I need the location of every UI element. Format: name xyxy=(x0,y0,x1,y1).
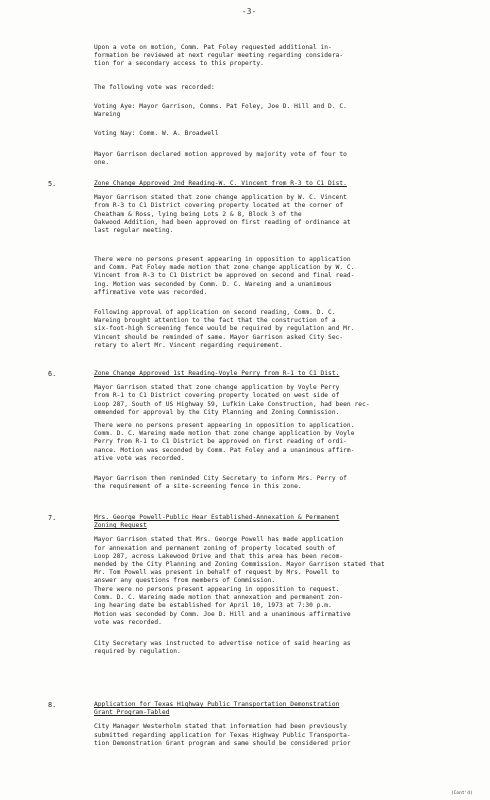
text-line: Following approval of application on second reading, Comm. D. C. xyxy=(94,309,336,316)
text-line: Wareing xyxy=(94,111,121,119)
text-line: There were no persons present appearing in opposition to request. xyxy=(94,586,340,593)
text-line: affirmative vote was recorded. xyxy=(94,288,208,296)
text-line: Mayor Garrison stated that zone change application by Voyle Perry xyxy=(94,384,340,392)
text-line: Comm. D. C. Wareing made motion that zone change application by Voyle xyxy=(94,430,355,438)
text-line: for annexation and permanent zoning of property located south of xyxy=(94,544,336,552)
text-line: Comm. D. C. Wareing made motion that annexation and permanent zon- xyxy=(94,594,344,602)
text-line: Mayor Garrison declared motion approved by majority vote of four to xyxy=(94,151,347,158)
text-line: Vincent should be reminded of same. Mayor Garrison asked City Sec- xyxy=(94,333,344,341)
text-line: submitted regarding application for Texas Highway Public Transporta- xyxy=(94,731,351,739)
page-number: -3- xyxy=(242,7,257,16)
item-number: 8. xyxy=(48,700,57,709)
item-heading-continued: Zoning Request xyxy=(94,522,147,530)
text-line: The following vote was recorded: xyxy=(94,84,215,91)
text-line: Oakwood Addition, had been approved on first reading of ordinance at xyxy=(94,218,351,226)
text-line: Perry from R-1 to C1 District be approved on first reading of ordi- xyxy=(94,438,347,446)
text-line: mended by the City Planning and Zoning Commission. Mayor Garrison stated that xyxy=(94,561,385,568)
text-line: Voting Aye: Mayor Garrison, Comms. Pat Foley, Joe D. Hill and D. C. xyxy=(94,103,347,110)
text-line: six-foot-high Screening fence would be required by regulation and Mr. xyxy=(94,325,355,333)
text-line: ing. Motion was seconded by Comm. D. C. Wareing and a unanimous xyxy=(94,280,332,288)
text-line: City Secretary was instructed to advertise notice of said hearing as xyxy=(94,640,351,647)
text-line: from R-1 to C1 District covering property located on west side of xyxy=(94,392,340,400)
item-heading: Zone Change Approved 2nd Reading-W. C. Vincent from R-3 to C1 Dist. xyxy=(94,180,347,187)
text-line: ing hearing date be established for April 10, 1973 at 7:30 p.m. xyxy=(94,602,332,610)
text-line: answer any questions from members of Commission. xyxy=(94,577,276,585)
text-line: the requirement of a site-screening fence in this zone. xyxy=(94,483,302,491)
text-line: Upon a vote on motion, Comm. Pat Foley requested additional in- xyxy=(94,44,332,51)
item-number: 7. xyxy=(48,513,57,522)
text-line: formation be reviewed at next regular meeting regarding considera- xyxy=(94,52,344,60)
text-line: tion Demonstration Grant program and same should be considered prior xyxy=(94,739,351,747)
text-line: retary to alert Mr. Vincent regarding requirement. xyxy=(94,341,283,349)
text-line: Voting Nay: Comm. W. A. Broadwell xyxy=(94,130,219,137)
text-line: Mayor Garrison stated that zone change application by W. C. Vincent xyxy=(94,194,347,202)
item-heading: Mrs. George Powell-Public Hear Established-Annexation & Permanent xyxy=(94,514,340,521)
item-heading: Zone Change Approved 1st Reading-Voyle Perry from R-1 to C1 Dist. xyxy=(94,370,340,377)
text-line: one. xyxy=(94,159,110,167)
text-line: from R-3 to C1 District covering property located at the corner of xyxy=(94,202,344,210)
text-line: Motion was seconded by Comm. Joe D. Hill and a unanimous affirmative xyxy=(94,610,351,618)
text-line: and Comm. Pat Foley made motion that zone change application by W. C. xyxy=(94,264,355,272)
continuation-note: (Cont'd) xyxy=(451,791,473,796)
text-line: Mayor Garrison stated that Mrs. George Powell has made application xyxy=(94,536,344,544)
text-line: ative vote was recorded. xyxy=(94,454,185,462)
text-line: ommended for approval by the City Planning and Zoning Commission. xyxy=(94,408,340,416)
text-line: Loop 287, across Lakewood Drive and that this area has been recom- xyxy=(94,552,344,560)
text-line: There were no persons present appearing in opposition to application. xyxy=(94,422,355,429)
text-line: tion for a secondary access to this property. xyxy=(94,60,264,68)
text-line: required by regulation. xyxy=(94,648,181,656)
text-line: Mr. Tom Powell was present in behalf of request by Mrs. Powell to xyxy=(94,569,340,577)
text-line: vote was recorded. xyxy=(94,618,162,626)
item-number: 6. xyxy=(48,369,57,378)
text-line: City Manager Westerholm stated that information had been previously xyxy=(94,723,347,731)
text-line: Loop 287, South of US Highway 59, Lufkin Lake Construction, had been rec- xyxy=(94,400,370,408)
item-number: 5. xyxy=(48,179,57,188)
text-line: last regular meeting. xyxy=(94,227,174,234)
text-line: Wareing brought attention to the fact that the construction of a xyxy=(94,317,336,325)
text-line: Mayor Garrison then reminded City Secretary to inform Mrs. Perry of xyxy=(94,475,347,482)
text-line: Cheatham & Ross, lying being Lots 2 & 8, Block 3 of the xyxy=(94,210,302,218)
text-line: nance. Motion was seconded by Comm. Pat Foley and a unanimous affirm- xyxy=(94,446,355,454)
item-heading: Application for Texas Highway Public Transportation Demonstration xyxy=(94,701,340,708)
text-line: Vincent from R-3 to C1 District be approved on second and final read- xyxy=(94,272,355,280)
item-heading-continued: Grant Program-Tabled xyxy=(94,709,170,717)
text-line: There were no persons present appearing in opposition to application xyxy=(94,256,351,263)
